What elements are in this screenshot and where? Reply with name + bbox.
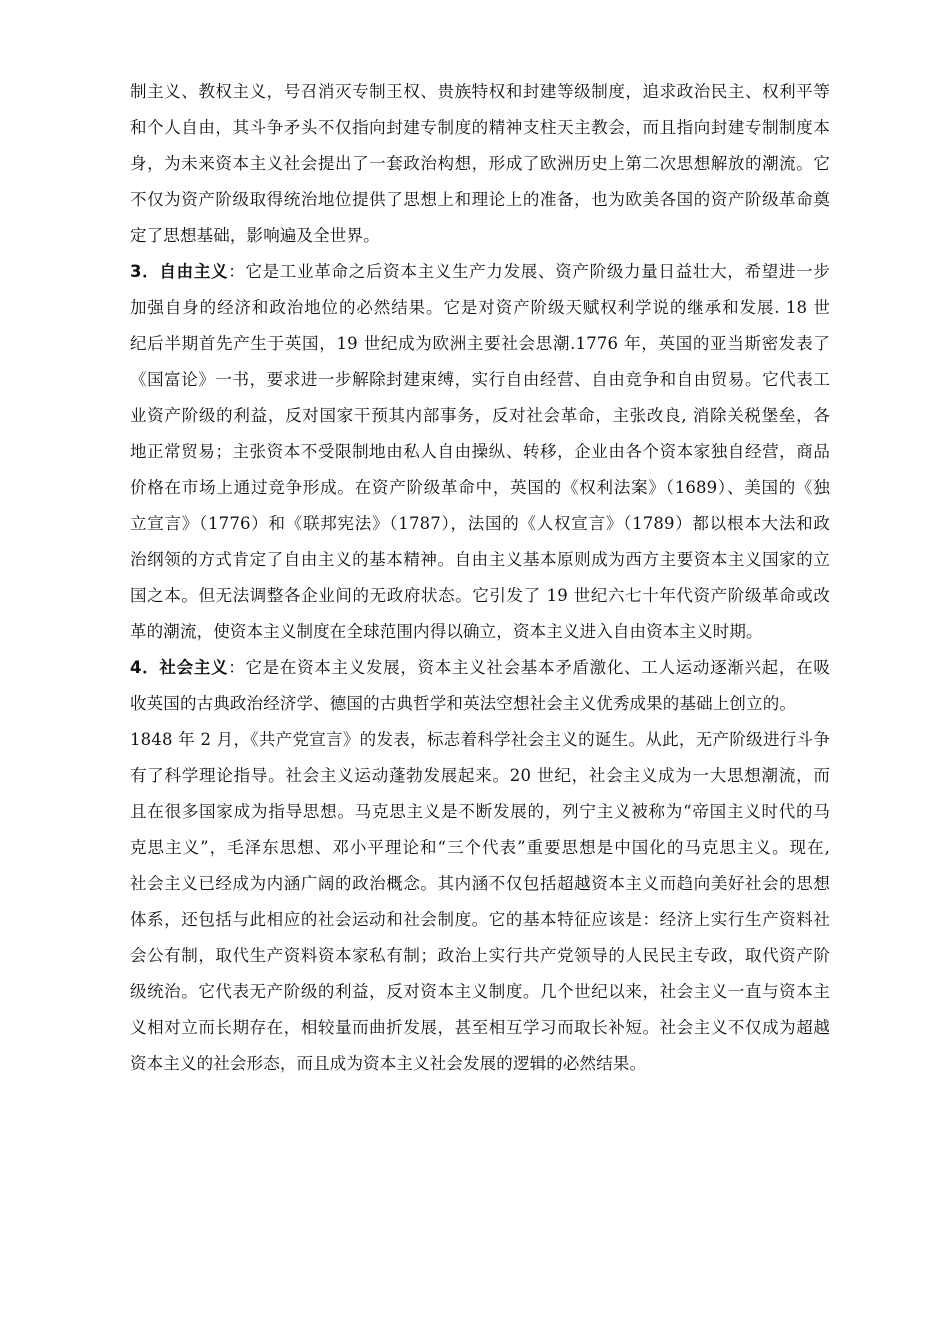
text-line: 会公有制，取代生产资料资本家私有制；政治上实行共产党领导的人民民主专政，取代资产阶 — [130, 946, 830, 965]
text-line: 治纲领的方式肯定了自由主义的基本精神。自由主义基本原则成为西方主要资本主义国家的立 — [130, 550, 830, 569]
text-line: 业资产阶级的利益，反对国家干预其内部事务，反对社会革命，主张改良, 消除关税堡垒，各 — [130, 406, 830, 425]
text-line: 国之本。但无法调整各企业间的无政府状态。它引发了 19 世纪六七十年代资产阶级革命或改 — [130, 586, 830, 605]
text-line: 立宣言》（1776）和《联邦宪法》（1787），法国的《人权宣言》（1789）都以根本大法和政 — [130, 514, 830, 533]
text-line: 级统治。它代表无产阶级的利益，反对资本主义制度。几个世纪以来，社会主义一直与资本主 — [130, 982, 830, 1001]
text-line: 义相对立而长期存在，相较量而曲折发展，甚至相互学习而取长补短。社会主义不仅成为超越 — [130, 1018, 830, 1037]
text-line: 体系，还包括与此相应的社会运动和社会制度。它的基本特征应该是：经济上实行生产资料社 — [130, 910, 830, 929]
text-line: 《国富论》一书，要求进一步解除封建束缚，实行自由经营、自由竞争和自由贸易。它代表工 — [130, 370, 830, 389]
text-line: 加强自身的经济和政治地位的必然结果。它是对资产阶级天赋权利学说的继承和发展. 18 世 — [130, 298, 830, 317]
section-3-heading: 3．自由主义 — [130, 262, 229, 281]
text-line: 不仅为资产阶级取得统治地位提供了思想上和理论上的准备，也为欧美各国的资产阶级革命奠 — [130, 190, 830, 209]
text-line: 地正常贸易；主张资本不受限制地由私人自由操纵、转移，企业由各个资本家独自经营，商品 — [130, 442, 830, 461]
text-line: 身，为未来资本主义社会提出了一套政治构想，形成了欧洲历史上第二次思想解放的潮流。它 — [130, 154, 830, 173]
text-line: 且在很多国家成为指导思想。马克思主义是不断发展的，列宁主义被称为“帝国主义时代的马 — [130, 802, 830, 821]
section-3-first-line-text: ：它是工业革命之后资本主义生产力发展、资产阶级力量日益壮大，希望进一步 — [228, 262, 831, 281]
section-4-first-line-text: ：它是在资本主义发展，资本主义社会基本矛盾激化、工人运动逐渐兴起，在吸 — [228, 658, 831, 677]
text-line: 和个人自由，其斗争矛头不仅指向封建专制度的精神支柱天主教会，而且指向封建专制制度本 — [130, 118, 830, 137]
text-line: 定了思想基础，影响遍及全世界。 — [130, 226, 380, 245]
text-line: 价格在市场上通过竞争形成。在资产阶级革命中，英国的《权利法案》（1689）、美国的《独 — [130, 478, 830, 497]
text-line: 有了科学理论指导。社会主义运动蓬勃发展起来。20 世纪，社会主义成为一大思想潮流，而 — [130, 766, 830, 785]
text-line: 革的潮流，使资本主义制度在全球范围内得以确立，资本主义进入自由资本主义时期。 — [130, 622, 763, 641]
text-line: 1848 年 2 月，《共产党宣言》的发表，标志着科学社会主义的诞生。从此，无产阶级进行斗争 — [130, 730, 830, 749]
text-line: 制主义、教权主义，号召消灭专制王权、贵族特权和封建等级制度，追求政治民主、权利平等 — [130, 82, 830, 101]
text-line: 纪后半期首先产生于英国，19 世纪成为欧洲主要社会思潮.1776 年，英国的亚当斯密发表了 — [130, 334, 830, 353]
section-3-first-line — [130, 260, 830, 284]
section-4-heading: 4．社会主义 — [130, 658, 229, 677]
text-line: 资本主义的社会形态，而且成为资本主义社会发展的逻辑的必然结果。 — [130, 1054, 647, 1073]
text-line: 收英国的古典政治经济学、德国的古典哲学和英法空想社会主义优秀成果的基础上创立的。 — [130, 694, 796, 713]
text-line: 社会主义已经成为内涵广阔的政治概念。其内涵不仅包括超越资本主义而趋向美好社会的思想 — [130, 874, 830, 893]
section-4-first-line — [130, 656, 830, 680]
text-line: 克思主义”，毛泽东思想、邓小平理论和“三个代表”重要思想是中国化的马克思主义。现在, — [130, 838, 830, 857]
